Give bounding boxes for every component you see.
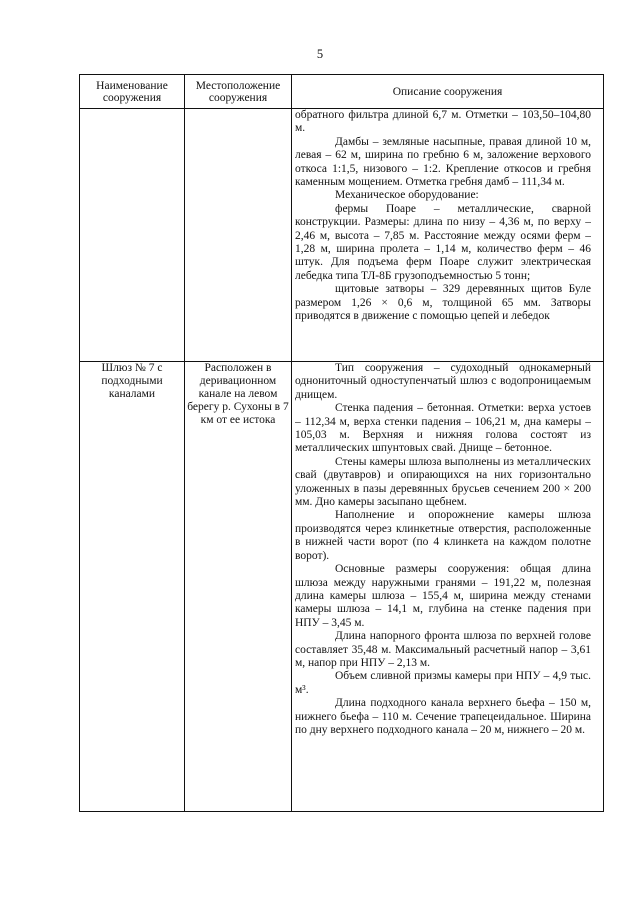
description-paragraph: Стенка падения – бетонная. Отметки: верха устоев – 112,34 м, верха стенки падения – 106,21 м, дна камеры – 105,03 м. Верхняя и нижняя голова состоят из металлических шпунтовых свай. Днище – бетонное. <box>295 402 591 455</box>
description-paragraph: Механическое оборудование: <box>335 189 479 202</box>
description-paragraph: Длина подходного канала верхнего бьефа – 150 м, нижнего бьефа – 110 м. Сечение трапецеидальное. Ширина по дну верхнего подходного канала – 20 м, нижнего – 20 м. <box>295 697 591 736</box>
table-row <box>80 362 604 812</box>
row1-description <box>292 109 604 362</box>
description-paragraph: щитовые затворы – 329 деревянных щитов Буле размером 1,26 × 0,6 м, толщиной 65 мм. Затворы приводятся в движение с помощью цепей и лебедок <box>295 283 591 323</box>
description-paragraph: обратного фильтра длиной 6,7 м. Отметки – 103,50–104,80 м. <box>295 109 591 135</box>
description-paragraph: Дамбы – земляные насыпные, правая длиной 10 м, левая – 62 м, ширина по гребню 6 м, заложение верхового откоса 1:1,5, низового – 1:2. Крепление откосов и гребня каменным мощением. Отметка гребня дамб – 111,34 м. <box>295 135 591 189</box>
row2-paragraphs <box>295 362 591 737</box>
row2-location: Расположен в деривационном канале на левом берегу р. Сухоны в 7 км от ее истока <box>185 362 292 812</box>
table-row <box>80 109 604 362</box>
page-number: 5 <box>316 47 324 61</box>
description-paragraph: Наполнение и опорожнение камеры шлюза производятся через клинкетные отверстия, расположенные в нижней части ворот (по 4 клинкета на каждом полотне ворот). <box>295 509 591 562</box>
row1-name <box>80 109 185 362</box>
structures-table <box>79 74 604 812</box>
row1-paragraphs <box>295 109 591 324</box>
description-paragraph: Тип сооружения – судоходный однокамерный однониточный одноступенчатый шлюз с водопроницаемым днищем. <box>295 362 591 401</box>
description-paragraph: Основные размеры сооружения: общая длина шлюза между наружными гранями – 191,22 м, полезная длина камеры шлюза – 155,4 м, ширина между стенами камеры шлюза – 14,1 м, глубина на стенке падения при НПУ – 3,45 м. <box>295 563 591 629</box>
table-header-row <box>80 75 604 109</box>
description-paragraph: Длина напорного фронта шлюза по верхней голове составляет 35,48 м. Максимальный расчетный напор – 3,61 м, напор при НПУ – 2,13 м. <box>295 630 591 669</box>
header-description: Описание сооружения <box>292 75 604 109</box>
row2-name: Шлюз № 7 с подходными каналами <box>80 362 185 812</box>
row2-description <box>292 362 604 812</box>
row1-location <box>185 109 292 362</box>
header-name: Наименование сооружения <box>80 75 185 109</box>
description-paragraph: Объем сливной призмы камеры при НПУ – 4,9 тыс. м³. <box>295 670 591 696</box>
description-paragraph: Стены камеры шлюза выполнены из металлических свай (двутавров) и опирающихся на них горизонтально уложенных в пазы деревянных брусьев сечением 200 × 200 мм. Дно камеры засыпано щебнем. <box>295 455 591 509</box>
description-paragraph: фермы Поаре – металлические, сварной конструкции. Размеры: длина по низу – 4,36 м, по верху – 2,46 м, высота – 7,85 м. Расстояние между осями ферм – 1,28 м, ширина пролета – 1,14 м, количество ферм – 46 штук. Для подъема ферм Поаре служит электрическая лебедка типа ТЛ-8Б грузоподъемностью 5 тонн; <box>295 202 591 282</box>
header-location: Местоположение сооружения <box>185 75 292 109</box>
